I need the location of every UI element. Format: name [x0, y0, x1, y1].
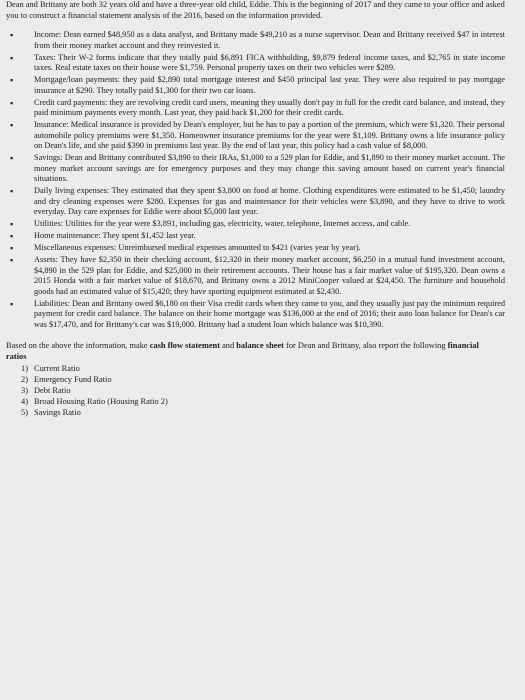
ratio-item [14, 407, 515, 418]
list-item-text: Miscellaneous expenses: Unreimbursed medical expenses amounted to $421 (varies year by year). [34, 243, 361, 253]
list-item-text: Mortgage/loan payments: they paid $2,890 total mortgage interest and $450 principal last year. They were also required to pay mortgage insurance at $290. They totally paid $1,300 for their two car loans. [34, 75, 505, 95]
list-item-text: Savings: Dean and Brittany contributed $3,890 to their IRAs, $1,000 to a 529 plan for Eddie, and $1,890 to their money market account. The money market account savings are for emergency purposes and they may change this saving amount based on current year's financial situations. [34, 153, 505, 184]
ratio-number: 2) [21, 375, 28, 385]
list-item [10, 75, 515, 96]
bullet-icon: ▪ [10, 153, 14, 164]
ratio-label: Debt Ratio [34, 386, 71, 396]
bullet-icon: ▪ [10, 75, 14, 86]
instructions-text: and [219, 341, 237, 351]
list-item-text: Daily living expenses: They estimated that they spent $3,800 on food at home. Clothing expenditures were estimated to be $1,450; laundry and dry cleaning expenses were $280. Expenses for gas and maintenance for their vehicles were $3,890, and they have to drive to work everyday. Day care expenses for Eddie were about $5,000 last year. [34, 186, 505, 217]
list-item [10, 219, 515, 230]
list-item-text: Utilities: Utilities for the year were $3,891, including gas, electricity, water, telephone, Internet access, and cable. [34, 219, 411, 229]
bullet-icon: ▪ [10, 120, 14, 131]
list-item-text: Assets: They have $2,350 in their checking account, $12,320 in their money market account, $6,250 in a mutual fund investment account, $4,890 in the 529 plan for Eddie, and $25,000 in their retirement accounts. Their house has a fair market value of $195,320. Dean owns a 2015 Honda with a fair market value of $18,670, and Brittany owns a 2012 MiniCooper valued at $24,450. The furniture and household goods had an estimated value of $15,420; they have sporting equipment estimated at $2,430. [34, 255, 505, 296]
list-item-text: Insurance: Medical insurance is provided by Dean's employer, but he has to pay a portion of the premium, which were $1,320. Their personal automobile policy premiums were $1,350. Homeowner insurance premiums for the year were $1,109. Brittany owns a life insurance policy on Dean's life, and she paid $390 in premiums last year. By the end of last year, this policy had a cash value of $8,000. [34, 120, 505, 151]
ratio-number: 3) [21, 386, 28, 396]
list-item [10, 243, 515, 254]
bullet-icon: ▪ [10, 219, 14, 230]
list-item [10, 97, 515, 119]
list-item [10, 231, 515, 242]
instructions-emphasis: financial ratios [6, 341, 479, 361]
instructions-paragraph [6, 341, 515, 362]
list-item-text: Liabilities: Dean and Brittany owed $6,180 on their Visa credit cards when they came to you, and they usually just pay the minimum required payment for credit card balance. The balance on their home mortgage was $136,000 at the end of 2016; their auto loan balance for Dean's car was $17,470, and for Brittany's car was $19,000. Brittany had a student loan which balance was $10,390. [34, 298, 505, 329]
ratio-number: 1) [21, 364, 28, 374]
information-list [6, 30, 515, 330]
bullet-icon: ▪ [10, 243, 14, 254]
list-item [10, 255, 515, 297]
ratio-number: 5) [21, 408, 28, 418]
bullet-icon: ▪ [10, 97, 14, 108]
ratio-item [14, 374, 515, 385]
ratio-label: Current Ratio [34, 364, 80, 374]
list-item-text: Income: Dean earned $48,950 as a data analyst, and Brittany made $49,210 as a nurse supervisor. Dean and Brittany received $47 in interest from their money market account and they reinvested it. [34, 30, 505, 50]
list-item [10, 30, 515, 51]
list-item [10, 120, 515, 152]
list-item [10, 186, 515, 218]
bullet-icon: ▪ [10, 298, 14, 309]
list-item [10, 52, 515, 74]
instructions-emphasis: cash flow statement [149, 341, 220, 351]
intro-paragraph: Dean and Brittany are both 32 years old and have a three-year old child, Eddie. This is the beginning of 2017 and they came to your office and asked you to construct a financial statement analysis of the 2016, based on the information provided. [6, 0, 505, 20]
bullet-icon: ▪ [10, 231, 14, 242]
ratio-list [6, 363, 515, 418]
ratio-item [14, 363, 515, 374]
ratio-label: Emergency Fund Ratio [34, 375, 112, 385]
instructions-emphasis: balance sheet [236, 341, 284, 351]
ratio-label: Broad Housing Ratio (Housing Ratio 2) [34, 397, 168, 407]
bullet-icon: ▪ [10, 186, 14, 197]
list-item [10, 298, 515, 331]
ratio-number: 4) [21, 397, 28, 407]
ratio-label: Savings Ratio [34, 408, 81, 418]
list-item-text: Taxes: Their W-2 forms indicate that they totally paid $6,891 FICA withholding, $9,879 federal income taxes, and $2,765 in state income taxes. Real estate taxes on their house were $1,759. Personal property taxes on their two vehicles were $289. [34, 52, 505, 73]
instructions-text: for Dean and Brittany, also report the following [283, 341, 448, 351]
ratio-item [14, 385, 515, 396]
bullet-icon: ▪ [10, 255, 14, 266]
list-item-text: Home maintenance: They spent $1,452 last year. [34, 231, 196, 241]
bullet-icon: ▪ [10, 52, 14, 63]
instructions-text: Based on the above the information, make [6, 341, 150, 351]
ratio-item [14, 396, 515, 407]
list-item [10, 153, 515, 185]
bullet-icon: ▪ [10, 30, 14, 41]
list-item-text: Credit card payments: they are revolving credit card users, meaning they usually don't pay in full for the credit card balance, and instead, they paid minimum payments every month. Last year, they paid back $1,200 for their credit cards. [34, 97, 505, 118]
